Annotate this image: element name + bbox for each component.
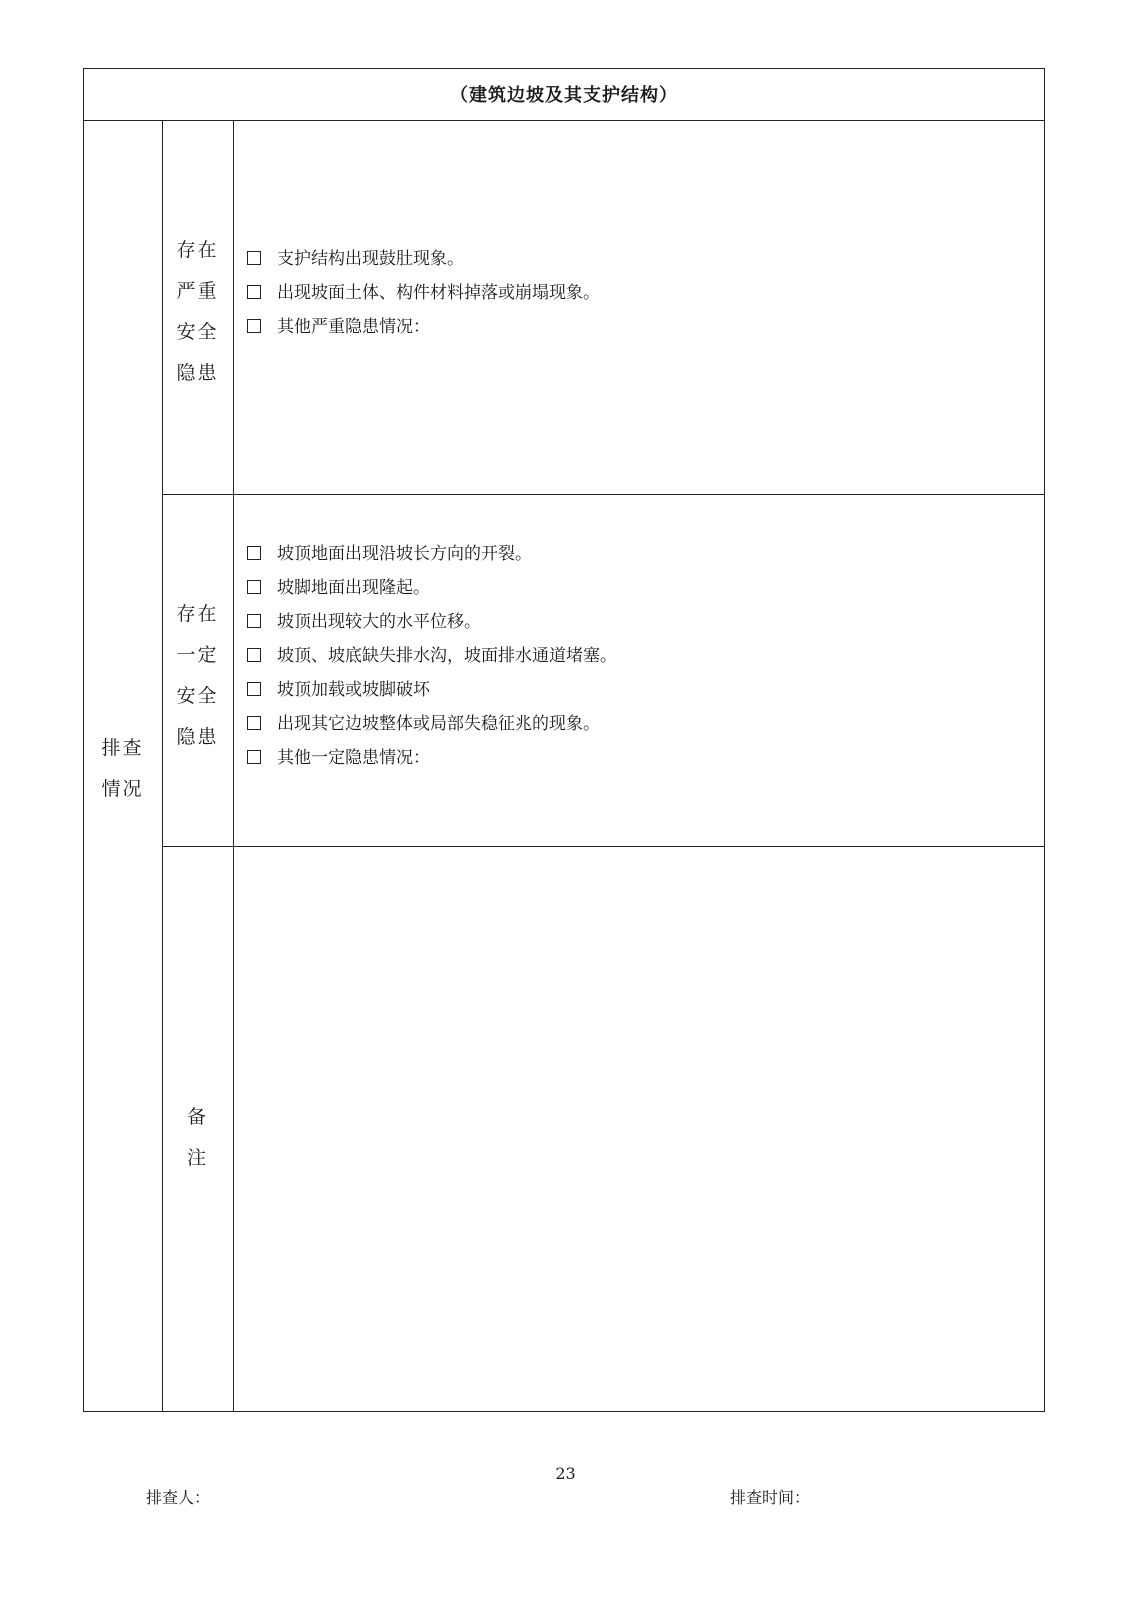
checkbox[interactable]: [247, 251, 261, 265]
item-text: 坡顶地面出现沿坡长方向的开裂。: [277, 544, 532, 564]
serious-label-line: 严重: [176, 280, 219, 302]
checkbox[interactable]: [247, 319, 261, 333]
checkbox[interactable]: [247, 580, 261, 594]
serious-hazard-list: [247, 242, 600, 344]
inspection-time-label: 排查时间：: [730, 1488, 811, 1507]
inspector-label: 排查人：: [146, 1488, 211, 1507]
remarks-label-line: 注: [186, 1147, 208, 1169]
item-text: 其他严重隐患情况：: [277, 317, 430, 337]
serious-label-line: 隐患: [176, 362, 219, 384]
checkbox[interactable]: [247, 285, 261, 299]
item-text: 其他一定隐患情况：: [277, 748, 430, 768]
checkbox[interactable]: [247, 614, 261, 628]
checklist-item: [247, 310, 600, 344]
row-divider-1: [162, 494, 1045, 495]
remarks-field[interactable]: [234, 847, 1044, 1411]
title-divider: [83, 120, 1045, 121]
page-number: 23: [555, 1464, 576, 1483]
remarks-label: [162, 1097, 233, 1179]
moderate-hazard-label: [162, 594, 233, 758]
moderate-label-line: 一定: [176, 644, 219, 666]
serious-label-line: 安全: [176, 321, 219, 343]
form-title: （建筑边坡及其支护结构）: [450, 85, 678, 106]
checklist-item: [247, 537, 617, 571]
checkbox[interactable]: [247, 682, 261, 696]
serious-hazard-label: [162, 230, 233, 394]
item-text: 出现其它边坡整体或局部失稳征兆的现象。: [277, 714, 600, 734]
item-text: 出现坡面土体、构件材料掉落或崩塌现象。: [277, 283, 600, 303]
item-text: 坡脚地面出现隆起。: [277, 578, 430, 598]
moderate-hazard-list: [247, 537, 617, 775]
item-text: 坡顶、坡底缺失排水沟，坡面排水通道堵塞。: [277, 646, 617, 666]
item-text: 坡顶出现较大的水平位移。: [277, 612, 481, 632]
checklist-item: [247, 673, 617, 707]
remarks-label-line: 备: [186, 1106, 208, 1128]
section-label-line: 排查: [101, 737, 144, 759]
checklist-item: [247, 707, 617, 741]
serious-label-line: 存在: [176, 239, 219, 261]
section-label: [83, 728, 162, 810]
checkbox[interactable]: [247, 648, 261, 662]
checklist-item: [247, 276, 600, 310]
checklist-item: [247, 242, 600, 276]
checklist-item: [247, 571, 617, 605]
moderate-label-line: 安全: [176, 685, 219, 707]
checkbox[interactable]: [247, 716, 261, 730]
checkbox[interactable]: [247, 750, 261, 764]
item-text: 支护结构出现鼓肚现象。: [277, 249, 464, 269]
moderate-label-line: 隐患: [176, 726, 219, 748]
checklist-item: [247, 741, 617, 775]
item-text: 坡顶加载或坡脚破坏: [277, 680, 430, 700]
checkbox[interactable]: [247, 546, 261, 560]
checklist-item: [247, 605, 617, 639]
checklist-item: [247, 639, 617, 673]
section-label-line: 情况: [101, 778, 144, 800]
moderate-label-line: 存在: [176, 603, 219, 625]
